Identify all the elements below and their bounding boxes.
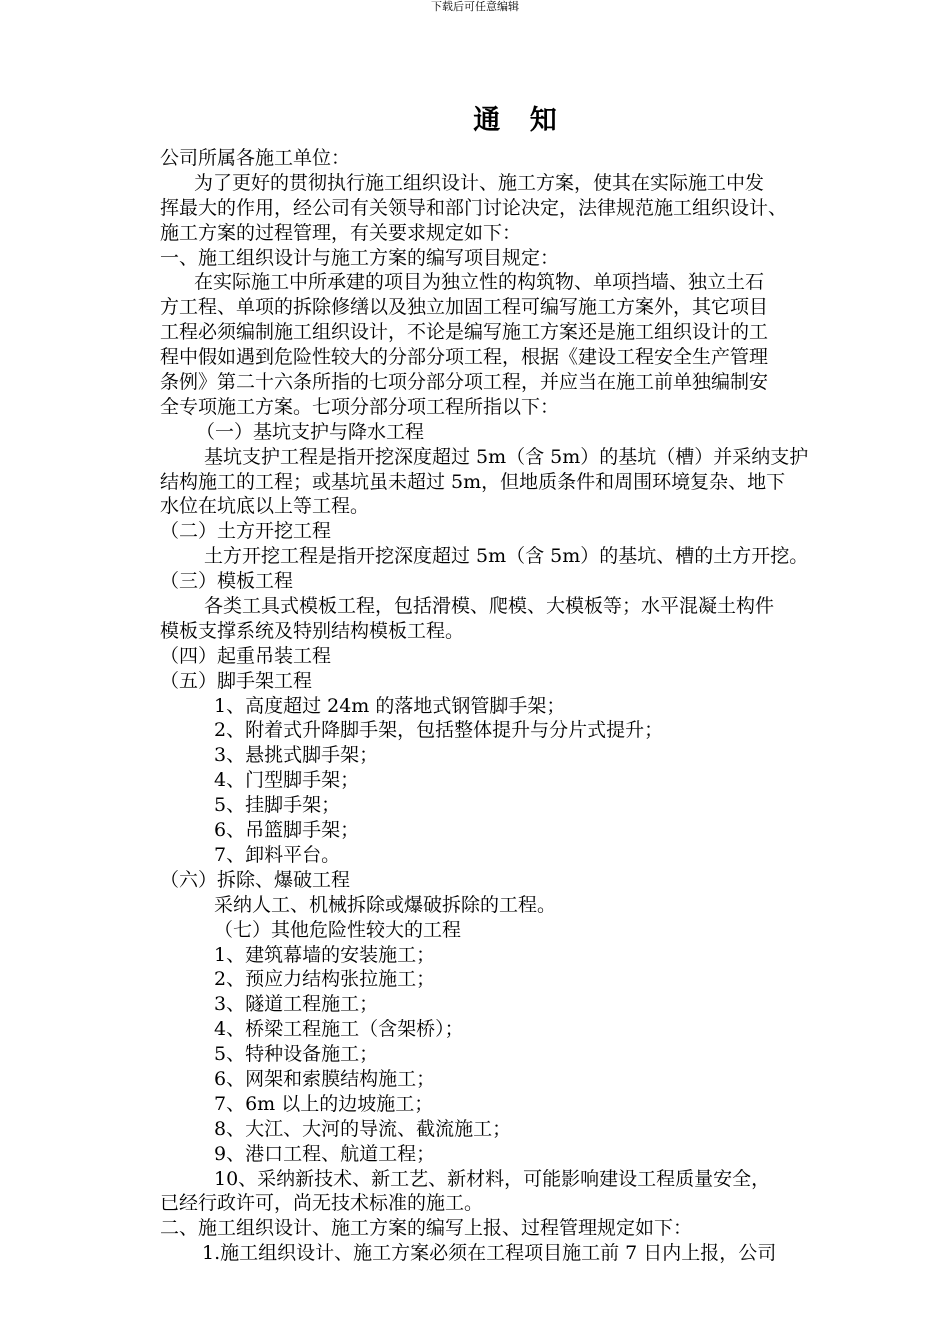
subsection-heading: （三）模板工程 <box>160 570 294 593</box>
paragraph-line: 采纳人工、机械拆除或爆破拆除的工程。 <box>214 893 557 916</box>
list-item: 7、6m 以上的边坡施工； <box>214 1092 434 1115</box>
paragraph-line: 水位在坑底以上等工程。 <box>160 495 370 518</box>
subsection-heading: （一）基坑支护与降水工程 <box>196 420 425 443</box>
paragraph-line: 全专项施工方案。七项分部分项工程所指以下： <box>160 395 560 418</box>
paragraph-line: 方工程、单项的拆除修缮以及独立加固工程可编写施工方案外，其它项目 <box>160 296 769 319</box>
paragraph-line: 施工方案的过程管理，有关要求规定如下： <box>160 221 522 244</box>
salutation: 公司所属各施工单位： <box>160 147 351 169</box>
list-item: 4、门型脚手架； <box>214 769 360 792</box>
paragraph-line: 土方开挖工程是指开挖深度超过 5m（含 5m）的基坑、槽的土方开挖。 <box>204 545 809 568</box>
document-body <box>160 146 900 1266</box>
list-item: 5、特种设备施工； <box>214 1043 379 1066</box>
list-item: 7、卸料平台。 <box>214 843 341 866</box>
list-item: 8、大江、大河的导流、截流施工； <box>214 1117 512 1140</box>
paragraph-line: 工程必须编制施工组织设计，不论是编写施工方案还是施工组织设计的工 <box>160 321 769 344</box>
subsection-heading: （七）其他危险性较大的工程 <box>214 918 462 941</box>
paragraph-line: 各类工具式模板工程，包括滑模、爬模、大模板等；水平混凝土构件 <box>204 595 775 618</box>
paragraph-line: 1.施工组织设计、施工方案必须在工程项目施工前 7 日内上报，公司 <box>202 1242 777 1265</box>
section-heading: 一、施工组织设计与施工方案的编写项目规定： <box>160 246 560 269</box>
list-item: 4、桥梁工程施工（含架桥）； <box>214 1018 464 1041</box>
subsection-heading: （二）土方开挖工程 <box>160 520 332 543</box>
subsection-heading: （四）起重吊装工程 <box>160 644 332 667</box>
section-heading: 二、施工组织设计、施工方案的编写上报、过程管理规定如下： <box>160 1217 693 1240</box>
list-item: 2、附着式升降脚手架，包括整体提升与分片式提升； <box>214 719 664 742</box>
list-item: 10、采纳新技术、新工艺、新材料，可能影响建设工程质量安全， <box>214 1167 771 1190</box>
list-item: 2、预应力结构张拉施工； <box>214 968 436 991</box>
paragraph-line: 在实际施工中所承建的项目为独立性的构筑物、单项挡墙、独立土石 <box>194 271 765 294</box>
subsection-heading: （五）脚手架工程 <box>160 669 313 692</box>
paragraph-line: 程中假如遇到危险性较大的分部分项工程，根据《建设工程安全生产管理 <box>160 346 769 369</box>
paragraph-line: 已经行政许可，尚无技术标准的施工。 <box>160 1192 484 1215</box>
list-item: 3、隧道工程施工； <box>214 993 379 1016</box>
paragraph-line: 模板支撑系统及特别结构模板工程。 <box>160 619 465 642</box>
list-item: 1、建筑幕墙的安装施工； <box>214 943 436 966</box>
list-item: 9、港口工程、航道工程； <box>214 1142 436 1165</box>
document-title: 通 知 <box>473 105 567 136</box>
list-item: 1、高度超过 24m 的落地式钢管脚手架； <box>214 694 566 717</box>
subsection-heading: （六）拆除、爆破工程 <box>160 868 351 891</box>
paragraph-line: 挥最大的作用，经公司有关领导和部门讨论决定，法律规范施工组织设计、 <box>160 196 788 219</box>
paragraph-line: 基坑支护工程是指开挖深度超过 5m（含 5m）的基坑（槽）并采纳支护 <box>204 445 809 468</box>
paragraph-line: 为了更好的贯彻执行施工组织设计、施工方案，使其在实际施工中发 <box>194 171 765 194</box>
list-item: 6、吊篮脚手架； <box>214 819 360 842</box>
page-header-note: 下载后可任意编辑 <box>431 0 519 13</box>
paragraph-line: 条例》第二十六条所指的七项分部分项工程，并应当在施工前单独编制安 <box>160 371 769 394</box>
list-item: 3、悬挑式脚手架； <box>214 744 379 767</box>
paragraph-line: 结构施工的工程；或基坑虽未超过 5m，但地质条件和周围环境复杂、地下 <box>160 470 786 493</box>
list-item: 5、挂脚手架； <box>214 794 341 817</box>
list-item: 6、网架和索膜结构施工； <box>214 1067 436 1090</box>
